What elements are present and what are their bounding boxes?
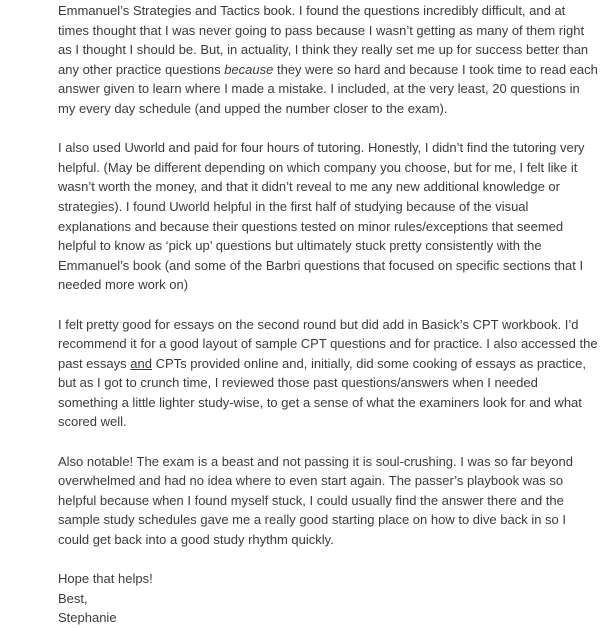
paragraph-notable	[58, 452, 600, 550]
text-segment: past essays	[58, 355, 131, 371]
text-line: wasn’t worth the money, and that it didn’t reveal to me any new additional knowledge or	[58, 179, 560, 195]
text-line: helpful. (May be different depending on which company you choose, but for me, I felt like it	[58, 159, 578, 175]
text-line: my every day schedule (and upped the number closer to the exam).	[58, 100, 448, 116]
text-line: Emmanuel’s Strategies and Tactics book. I found the questions incredibly difficult, and at	[58, 3, 566, 18]
text-line: overwhelmed and had no idea where to even start again. The passer’s playbook was so	[58, 473, 564, 489]
paragraph-signoff	[58, 569, 600, 628]
text-segment: they were so hard and because I took time to read each	[273, 61, 598, 77]
text-line: Also notable! The exam is a beast and not passing it is soul-crushing. I was so far beyond	[58, 453, 573, 469]
text-segment: CPTs provided online and, initially, did some cooking of essays as practice,	[151, 355, 587, 371]
signoff-line: Hope that helps!	[58, 571, 153, 587]
emphasis-because: because	[224, 61, 274, 77]
underlined-and: and	[130, 355, 152, 371]
text-line: sample study schedules gave me a really good starting place on how to dive back in so I	[58, 512, 567, 528]
text-line: strategies). I found Uworld helpful in the first half of studying because of the visual	[58, 198, 529, 214]
text-line: times thought that I was never going to pass because I wasn’t getting as many of them right	[58, 22, 585, 38]
text-line: scored well.	[58, 414, 127, 430]
text-line: I also used Uworld and paid for four hours of tutoring. Honestly, I didn’t find the tutoring very	[58, 140, 585, 156]
paragraph-essays	[58, 315, 600, 433]
text-line: explanations and because their questions tested on minor rules/exceptions that seemed	[58, 218, 564, 234]
signoff-line: Best,	[58, 590, 88, 606]
paragraph-uworld	[58, 138, 600, 295]
text-line: could get back into a good study rhythm quickly.	[58, 532, 334, 548]
text-line: needed more work on)	[58, 277, 189, 293]
post-body	[58, 1, 600, 628]
text-line	[58, 354, 600, 374]
text-segment: any other practice questions	[58, 61, 225, 77]
text-line: Emmanuel’s book (and some of the Barbri questions that focused on specific sections that I	[58, 257, 584, 273]
text-line: answer given to learn where I made a mistake. I included, at the very least, 20 questions in	[58, 81, 580, 97]
paragraph-strategies	[58, 1, 600, 119]
text-line	[58, 60, 600, 80]
text-line: recommend it for a good layout of sample CPT questions and for practice. I also accessed the	[58, 336, 598, 352]
text-line: as I thought I should be. But, in actuality, I think they really set me up for success better than	[58, 42, 589, 58]
text-line: something a little lighter study-wise, to get a sense of what the examiners look for and what	[58, 394, 582, 410]
text-line: but as I got to crunch time, I reviewed those past questions/answers when I needed	[58, 375, 538, 391]
text-line: helpful to know as ‘pick up’ questions but ultimately stuck pretty consistently with the	[58, 238, 542, 254]
text-line: helpful because when I found myself stuck, I could usually find the answer there and the	[58, 492, 564, 508]
author-name: Stephanie	[58, 610, 117, 626]
text-line: I felt pretty good for essays on the second round but did add in Basick’s CPT workbook. I’d	[58, 316, 579, 332]
